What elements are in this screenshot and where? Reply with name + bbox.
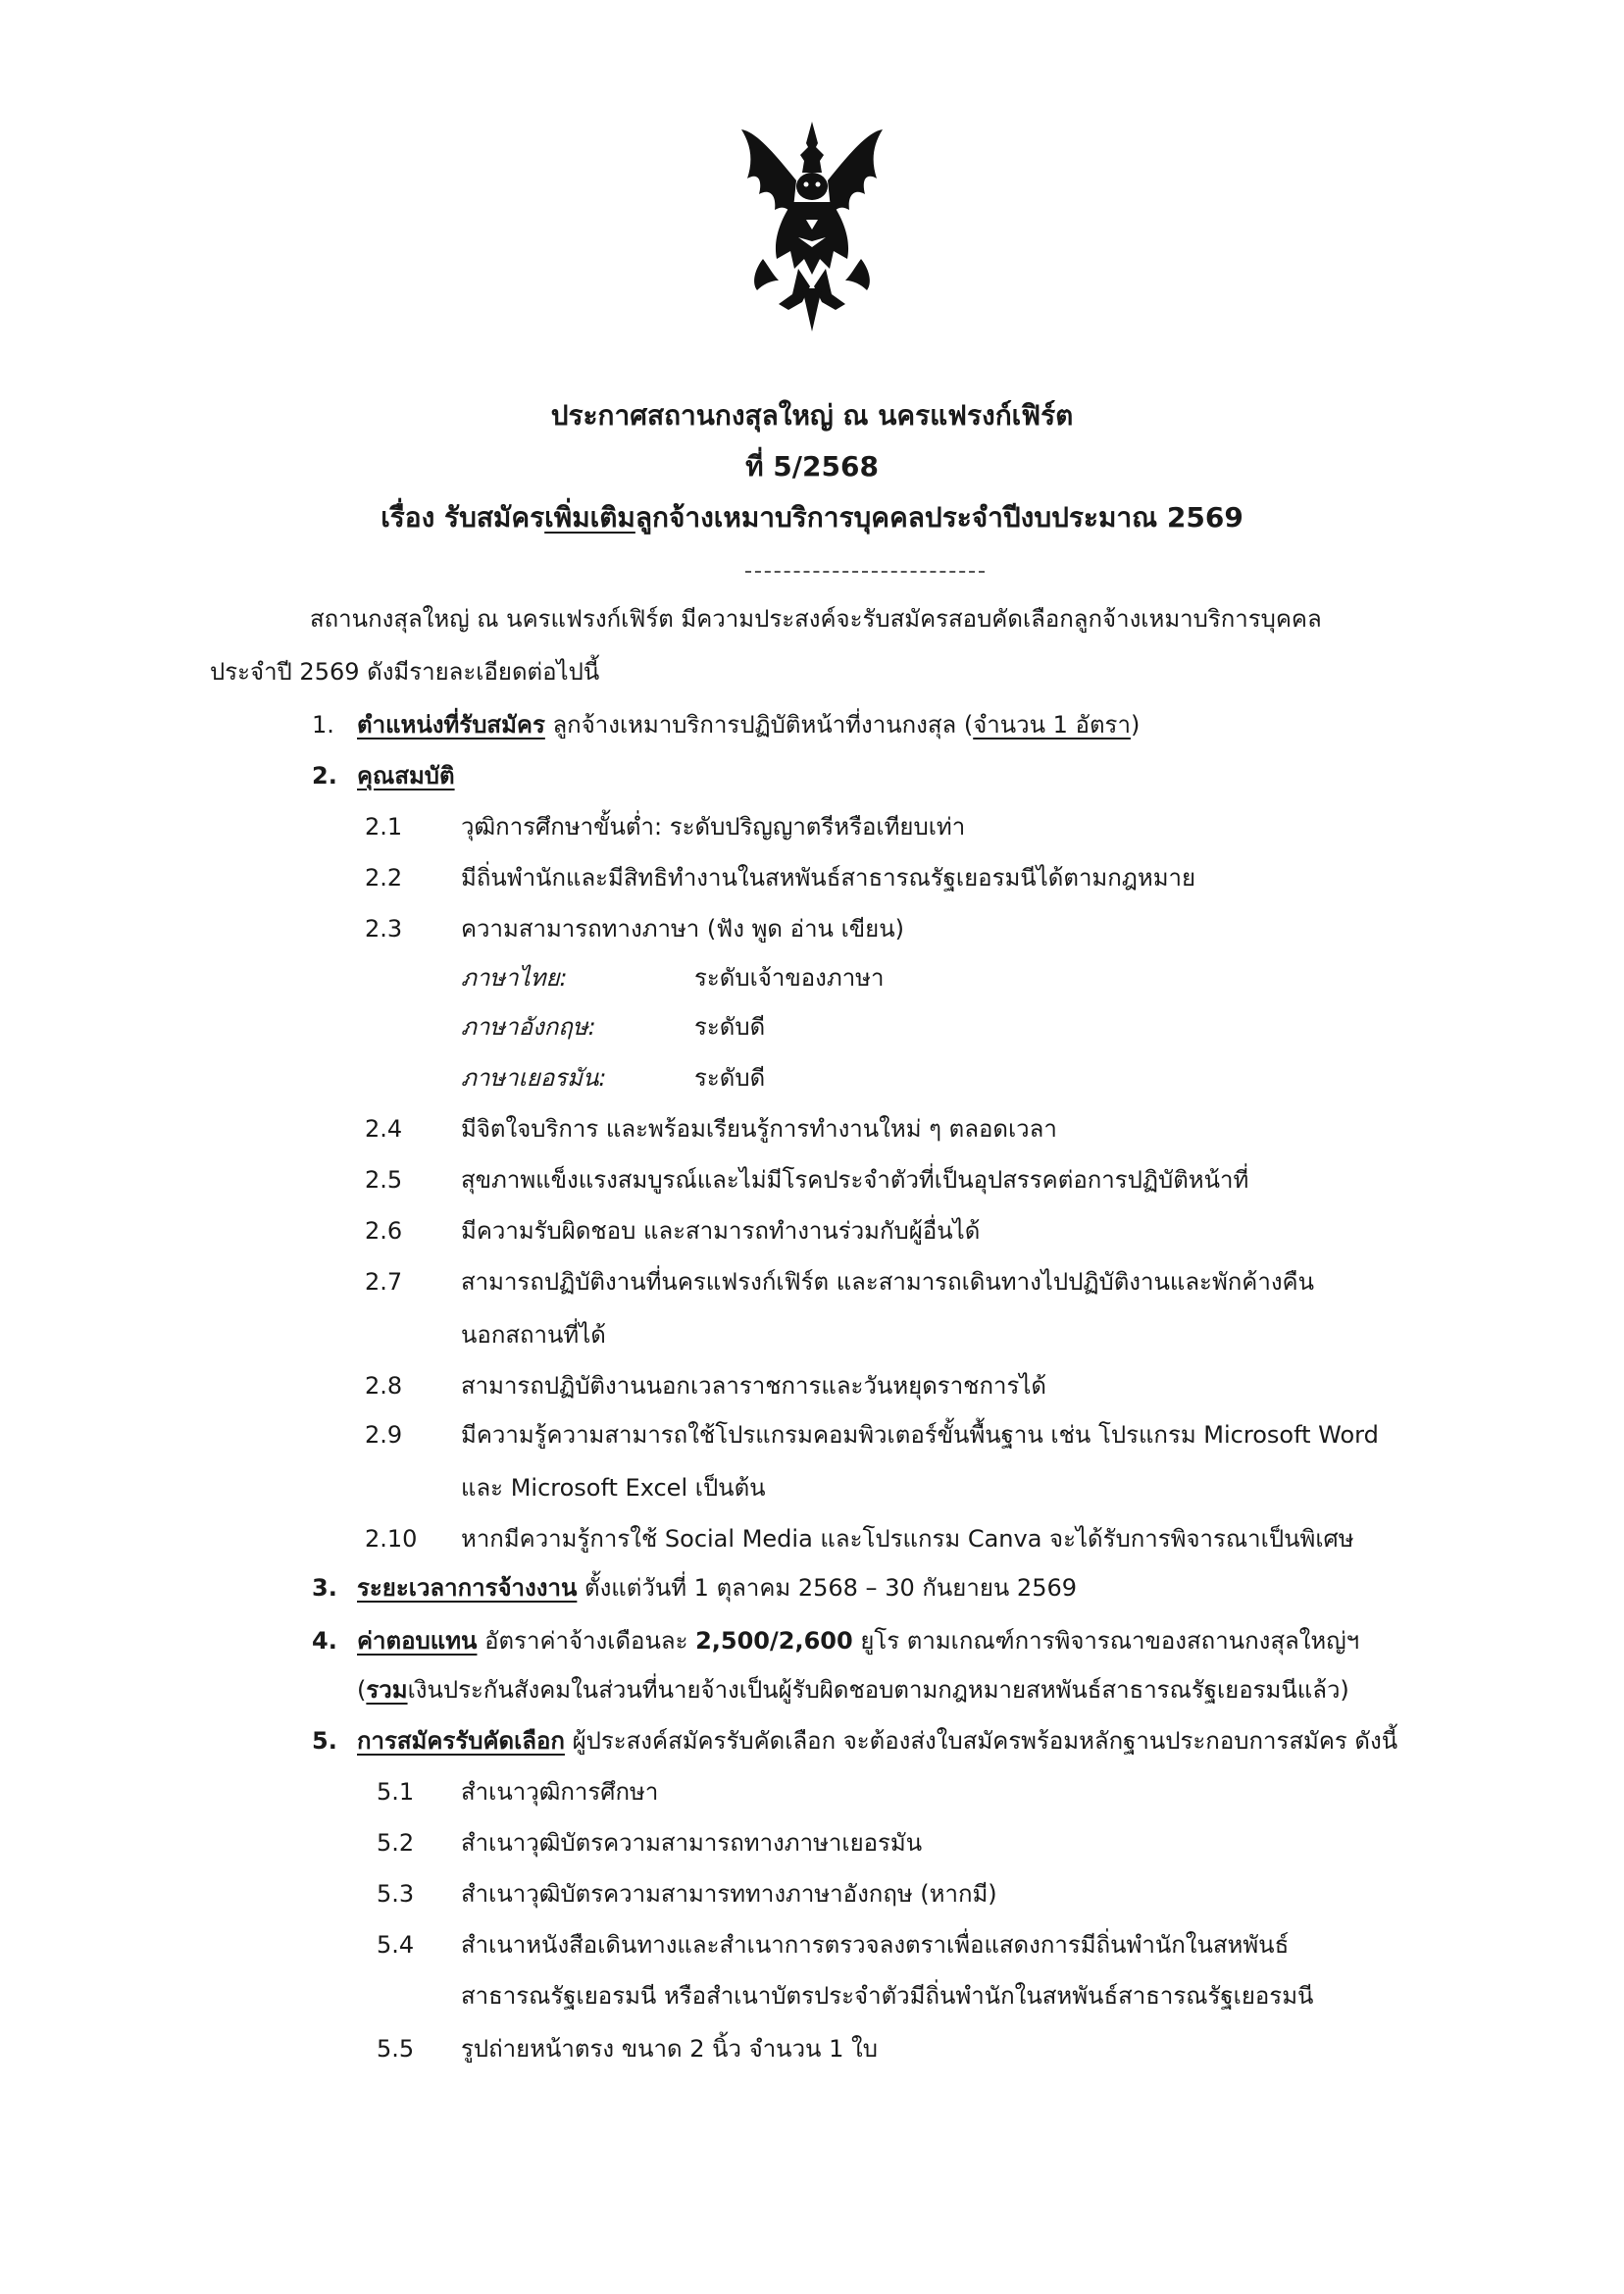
section-1-number: 1.	[312, 711, 334, 739]
item-2-3-text: ความสามารถทางภาษา (ฟัง พูด อ่าน เขียน)	[461, 915, 905, 943]
item-2-6-text: มีความรับผิดชอบ และสามารถทำงานร่วมกับผู้อื่นได้	[461, 1217, 981, 1245]
item-2-6-number: 2.6	[365, 1217, 403, 1245]
item-2-1-number: 2.1	[365, 813, 403, 841]
section-4-heading: ค่าตอบแทน	[357, 1627, 478, 1655]
item-5-2-text: สำเนาวุฒิบัตรความสามารถทางภาษาเยอรมัน	[461, 1829, 923, 1857]
item-2-4-text: มีจิตใจบริการ และพร้อมเรียนรู้การทำงานใหม่ ๆ ตลอดเวลา	[461, 1115, 1057, 1143]
announcement-title: ประกาศสถานกงสุลใหญ่ ณ นครแฟรงก์เฟิร์ต	[550, 399, 1074, 432]
item-2-5-text: สุขภาพแข็งแรงสมบูรณ์และไม่มีโรคประจำตัวที่เป็นอุปสรรคต่อการปฏิบัติหน้าที่	[461, 1166, 1249, 1194]
section-3	[357, 1571, 1077, 1605]
subject-suffix: ลูกจ้างเหมาบริการบุคคลประจำปีงบประมาณ 2569	[634, 501, 1243, 534]
section-4-amount: 2,500/2,600	[695, 1627, 853, 1655]
item-5-1-text: สำเนาวุฒิการศึกษา	[461, 1778, 659, 1806]
language-german-name: ภาษาเยอรมัน:	[461, 1064, 607, 1092]
item-2-10-text: หากมีความรู้การใช้ Social Media และโปรแกรม Canva จะได้รับการพิจารณาเป็นพิเศษ	[461, 1525, 1354, 1553]
section-1-close: )	[1130, 711, 1141, 739]
item-2-7-text: สามารถปฏิบัติงานที่นครแฟรงก์เฟิร์ต และสามารถเดินทางไปปฏิบัติงานและพักค้างคืน	[461, 1268, 1315, 1296]
subject-prefix: เรื่อง รับสมัคร	[381, 501, 545, 534]
section-2-number: 2.	[312, 762, 337, 790]
section-3-heading: ระยะเวลาการจ้างงาน	[357, 1574, 578, 1602]
intro-line-2: ประจำปี 2569 ดังมีรายละเอียดต่อไปนี้	[210, 658, 600, 686]
item-5-5-text: รูปถ่ายหน้าตรง ขนาด 2 นิ้ว จำนวน 1 ใบ	[461, 2035, 878, 2063]
item-5-3-number: 5.3	[377, 1880, 415, 1908]
language-english-level: ระดับดี	[694, 1013, 766, 1041]
item-5-4-text-cont: สาธารณรัฐเยอรมนี หรือสำเนาบัตรประจำตัวมีถิ่นพำนักในสหพันธ์สาธารณรัฐเยอรมนี	[461, 1982, 1314, 2010]
announcement-number: ที่ 5/2568	[745, 450, 879, 483]
language-thai-name: ภาษาไทย:	[461, 964, 568, 992]
item-2-2-text: มีถิ่นพำนักและมีสิทธิทำงานในสหพันธ์สาธารณรัฐเยอรมนีได้ตามกฎหมาย	[461, 864, 1196, 892]
section-4	[357, 1624, 1359, 1657]
section-1-count: จำนวน 1 อัตรา	[973, 711, 1131, 739]
intro-line-1: สถานกงสุลใหญ่ ณ นครแฟรงก์เฟิร์ต มีความประสงค์จะรับสมัครสอบคัดเลือกลูกจ้างเหมาบริการบุคคล	[310, 605, 1322, 633]
subject-underlined: เพิ่มเติม	[544, 501, 635, 534]
section-5-number: 5.	[312, 1727, 337, 1755]
item-2-7-number: 2.7	[365, 1268, 403, 1296]
section-1	[357, 708, 1140, 741]
language-german-level: ระดับดี	[694, 1064, 766, 1092]
item-5-5-number: 5.5	[377, 2035, 415, 2063]
item-2-3-number: 2.3	[365, 915, 403, 943]
item-2-7-text-cont: นอกสถานที่ได้	[461, 1321, 606, 1349]
section-4-line-2-open: (	[357, 1676, 367, 1704]
section-5	[357, 1724, 1397, 1758]
section-2-heading: คุณสมบัติ	[357, 762, 455, 790]
section-4-line-2-bold: รวม	[366, 1676, 408, 1704]
title-separator	[745, 571, 985, 573]
section-4-number: 4.	[312, 1627, 337, 1655]
item-5-4-number: 5.4	[377, 1931, 415, 1959]
item-2-9-text: มีความรู้ความสามารถใช้โปรแกรมคอมพิวเตอร์ขั้นพื้นฐาน เช่น โปรแกรม Microsoft Word	[461, 1421, 1379, 1449]
announcement-subject	[196, 498, 1428, 537]
item-2-9-text-cont: และ Microsoft Excel เป็นต้น	[461, 1474, 766, 1502]
section-4-line-2	[357, 1673, 1349, 1707]
item-2-10-number: 2.10	[365, 1525, 418, 1553]
item-2-8-number: 2.8	[365, 1372, 403, 1400]
item-5-3-text: สำเนาวุฒิบัตรความสามารททางภาษาอังกฤษ (หากมี)	[461, 1880, 997, 1908]
item-2-4-number: 2.4	[365, 1115, 403, 1143]
section-5-heading: การสมัครรับคัดเลือก	[357, 1727, 565, 1755]
section-3-number: 3.	[312, 1574, 337, 1602]
section-4-text-a: อัตราค่าจ้างเดือนละ	[477, 1627, 696, 1655]
item-5-1-number: 5.1	[377, 1778, 415, 1806]
item-5-2-number: 5.2	[377, 1829, 415, 1857]
section-4-line-2-rest: เงินประกันสังคมในส่วนที่นายจ้างเป็นผู้รับผิดชอบตามกฎหมายสหพันธ์สาธารณรัฐเยอรมนีแล้ว)	[407, 1676, 1349, 1704]
section-5-text: ผู้ประสงค์สมัครรับคัดเลือก จะต้องส่งใบสมัครพร้อมหลักฐานประกอบการสมัคร ดังนี้	[564, 1727, 1398, 1755]
section-4-text-b: ยูโร ตามเกณฑ์การพิจารณาของสถานกงสุลใหญ่ฯ	[852, 1627, 1360, 1655]
section-3-text: ตั้งแต่วันที่ 1 ตุลาคม 2568 – 30 กันยายน 2569	[577, 1574, 1078, 1602]
item-2-9-number: 2.9	[365, 1421, 403, 1449]
language-english-name: ภาษาอังกฤษ:	[461, 1013, 596, 1041]
section-1-heading: ตำแหน่งที่รับสมัคร	[357, 711, 545, 739]
item-2-2-number: 2.2	[365, 864, 403, 892]
language-thai-level: ระดับเจ้าของภาษา	[694, 964, 885, 992]
item-2-5-number: 2.5	[365, 1166, 403, 1194]
item-5-4-text: สำเนาหนังสือเดินทางและสำเนาการตรวจลงตราเพื่อแสดงการมีถิ่นพำนักในสหพันธ์	[461, 1931, 1290, 1959]
garuda-emblem-icon	[734, 122, 890, 337]
section-1-text: ลูกจ้างเหมาบริการปฏิบัติหน้าที่งานกงสุล (	[544, 711, 974, 739]
item-2-1-text: วุฒิการศึกษาขั้นต่ำ: ระดับปริญญาตรีหรือเทียบเท่า	[461, 813, 966, 841]
item-2-8-text: สามารถปฏิบัติงานนอกเวลาราชการและวันหยุดราชการได้	[461, 1372, 1047, 1400]
